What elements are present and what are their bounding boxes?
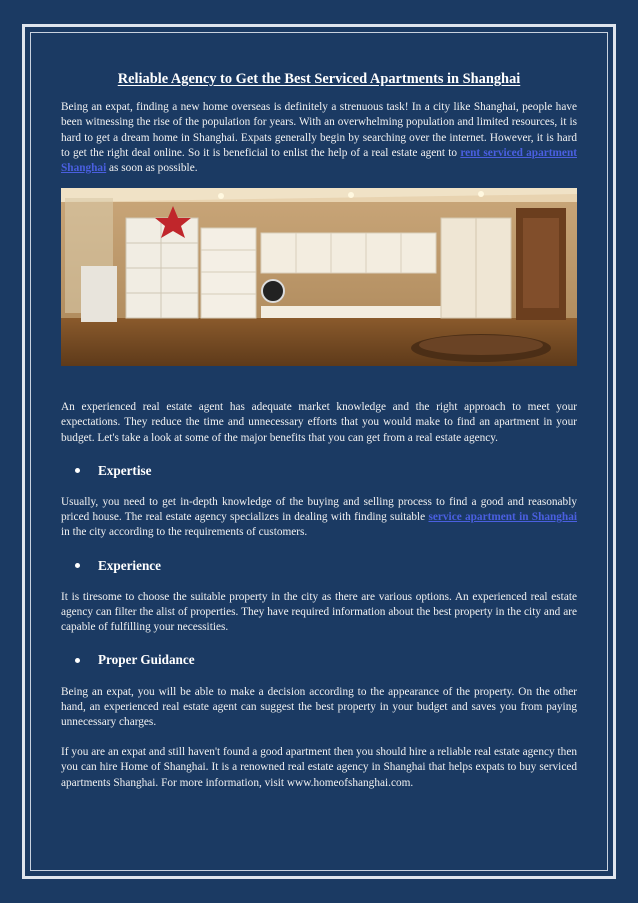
apartment-interior-image [61,188,577,366]
expertise-paragraph [61,495,577,541]
guidance-paragraph: Being an expat, you will be able to make a decision according to the appearance of the property. On the other hand, an experienced real estate agent can suggest the best property in your budget and saves you from paying unnecessary charges. [61,685,577,729]
expertise-text-end: in the city according to the requirements of customers. [61,526,308,539]
article [61,72,577,791]
rent-serviced-apartment-link[interactable]: rent serviced apartment Shanghai [61,146,577,175]
intro-paragraph [61,100,577,176]
section-heading-label: Expertise [98,462,152,478]
bullet-icon [75,658,80,663]
intro-text-end: as soon as possible. [106,162,198,175]
section-heading-expertise [75,463,577,478]
section-heading-label: Proper Guidance [98,652,195,668]
section-heading-proper-guidance [75,652,577,667]
experience-paragraph: It is tiresome to choose the suitable property in the city as there are various options. An experienced real estate agency can filter the alist of properties. They have required information about the best property in the city and are capable of fulfilling your necessities. [61,590,577,634]
bullet-icon [75,563,80,568]
article-title: Reliable Agency to Get the Best Serviced Apartments in Shanghai [117,71,521,87]
expertise-text: Usually, you need to get in-depth knowledge of the buying and selling process to find a good and reasonably priced house. The real estate agency specializes in dealing with finding suitable [61,496,577,524]
service-apartment-link[interactable]: service apartment in Shanghai [428,511,577,524]
agent-paragraph: An experienced real estate agent has adequate market knowledge and the right approach to meet your expectations. They reduce the time and unnecessary efforts that you would make to find an apartment in your budget. Let's take a look at some of the major benefits that you can get from a real estate agency. [61,401,577,444]
section-heading-experience [75,558,577,573]
apartment-photo [61,188,577,366]
section-heading-label: Experience [98,557,161,573]
closing-paragraph: If you are an expat and still haven't found a good apartment then you should hire a reliable real estate agency then you can hire Home of Shanghai. It is a renowned real estate agency in Shanghai that helps expats to buy serviced apartments Shanghai. For more information, visit www.homeofshanghai.com. [61,746,577,789]
intro-text: Being an expat, finding a new home overseas is definitely a strenuous task! In a city like Shanghai, people have been witnessing the rise of the population for years. With an overwhelming population and limited resources, it is hard to get a dream home in Shanghai. Expats generally begin by searching over the internet. However, it is hard to get the right deal online. So it is beneficial to enlist the help of a real estate agent to [61,101,577,159]
bullet-icon [75,468,80,473]
